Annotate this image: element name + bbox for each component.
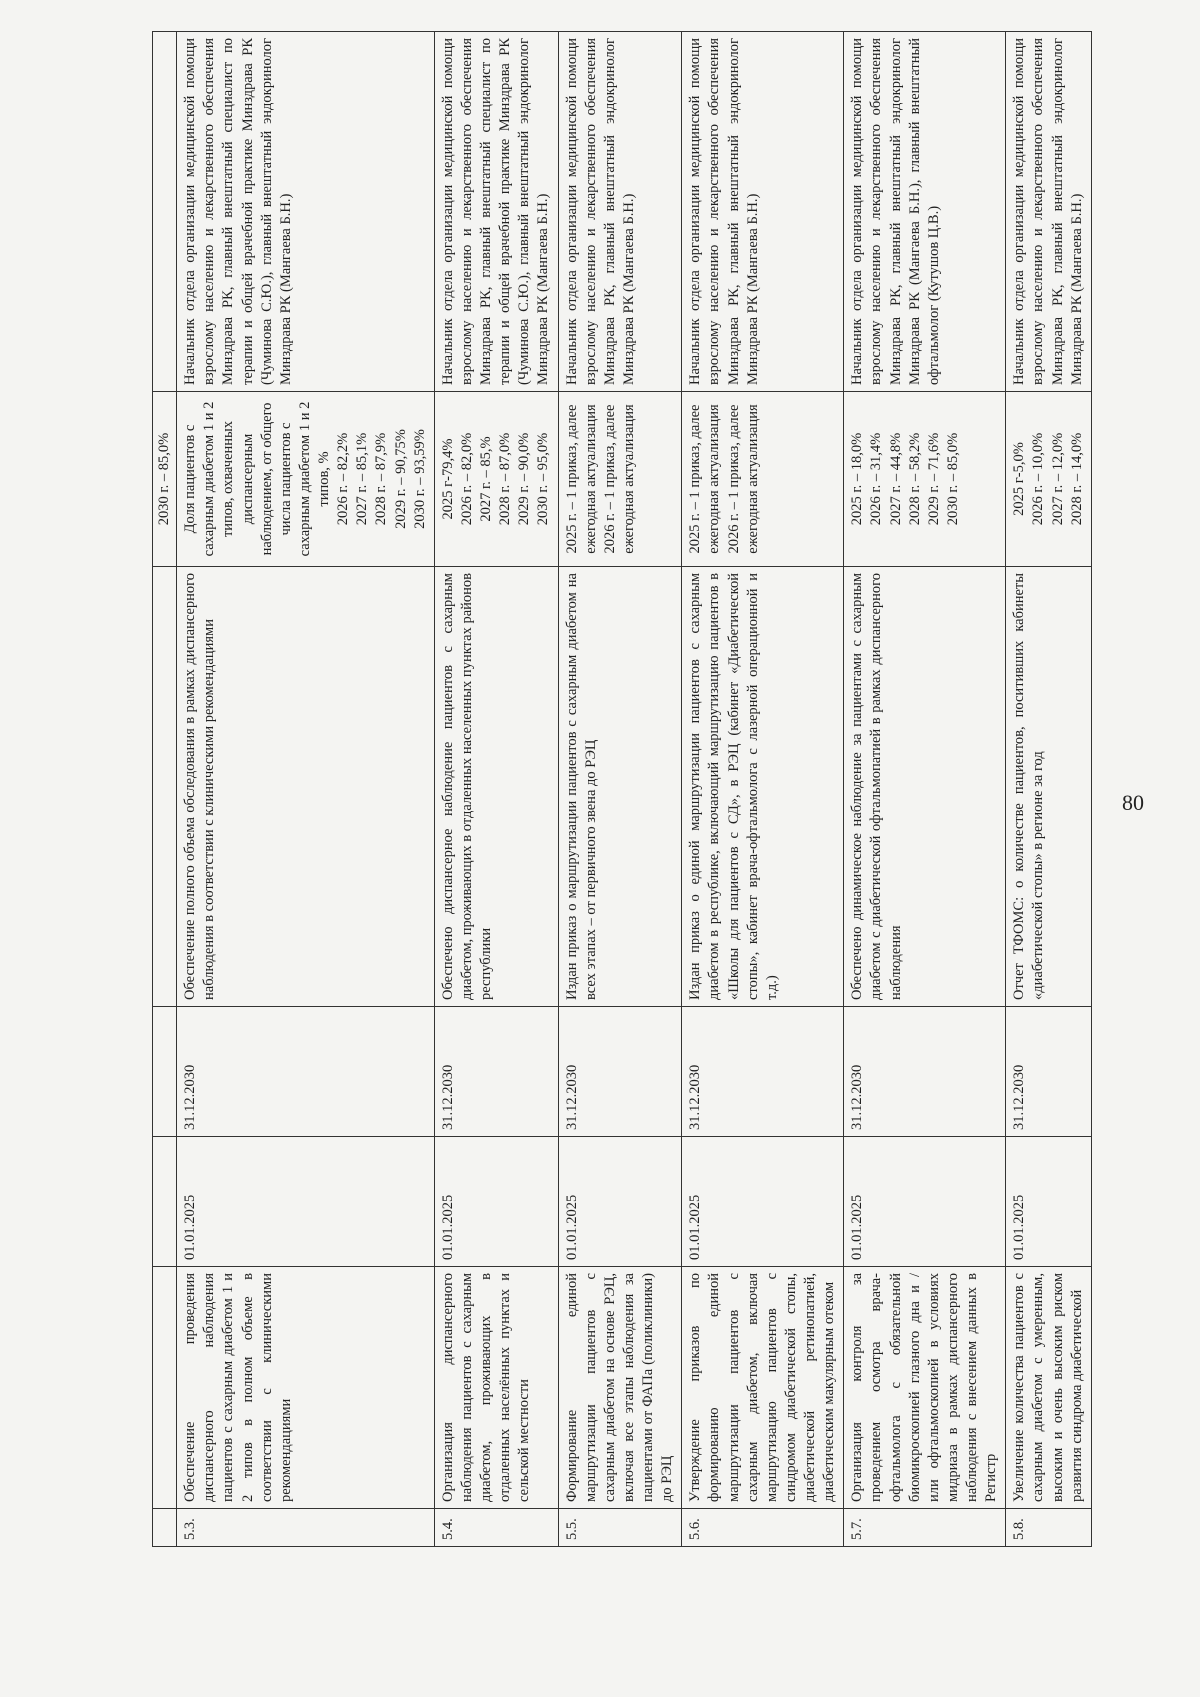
activity-cell: Организация контроля за проведением осмотра врача-офтальмолога с обязательной биомикроскопией глазного дна и /или офтальмоскопией в условиях мидриаза в рамках диспансерного наблюдения с внесением данных в Регистр: [844, 1267, 1006, 1509]
page-number: 80: [1122, 790, 1144, 815]
result-cell: Обеспечено диспансерное наблюдение пациентов с сахарным диабетом, проживающих в отдаленных населенных пунктах районов республики: [434, 567, 558, 1007]
table-row: [558, 32, 682, 1547]
row-number-cell: 5.5.: [558, 1509, 682, 1547]
result-cell: Обеспечение полного объема обследования в рамках диспансерного наблюдения в соответствии с клиническими рекомендациями: [177, 567, 435, 1007]
indicator-cell: 2025 г. – 1 приказ, далее ежегодная актуализация 2026 г. – 1 приказ, далее ежегодная актуализация: [558, 392, 682, 567]
indicator-cell: 2025 г-79,4% 2026 г. – 82,0% 2027 г. – 85,% 2028 г. – 87,0% 2029 г. – 90,0% 2030 г. – 95,0%: [434, 392, 558, 567]
start-date-cell: 01.01.2025: [1006, 1137, 1092, 1267]
responsible-cell: Начальник отдела организации медицинской помощи взрослому населению и лекарственного обеспечения Минздрава РК, главный внештатный эндокринолог Минздрава РК (Мангаева Б.Н.), главный внештатный офтальмолог (Кутушов Ц.В.): [844, 32, 1006, 392]
result-cell: Обеспечено динамическое наблюдение за пациентами с сахарным диабетом с диабетической офтальмопатией в рамках диспансерного наблюдения: [844, 567, 1006, 1007]
result-cell: Отчет ТФОМС: о количестве пациентов, поситивших кабинеты «диабетической стопы» в регионе за год: [1006, 567, 1092, 1007]
responsible-cell: Начальник отдела организации медицинской помощи взрослому населению и лекарственного обеспечения Минздрава РК, главный внештатный специалист по терапии и общей врачебной практике Минздрава РК (Чуминова С.Ю.), главный внештатный эндокринолог Минздрава РК (Мангаева Б.Н.): [177, 32, 435, 392]
activity-cell: Формирование единой маршрутизации пациентов с сахарным диабетом на основе РЭЦ, включая все этапы наблюдения за пациентами от ФАПа (поликлиники) до РЭЦ: [558, 1267, 682, 1509]
activity-cell: Обеспечение проведения диспансерного наблюдения пациентов с сахарным диабетом 1 и 2 типов в полном объеме в соответствии с клиническими рекомендациями: [177, 1267, 435, 1509]
start-date-cell: 01.01.2025: [682, 1137, 844, 1267]
row-number-cell: 5.8.: [1006, 1509, 1092, 1547]
responsible-cell: Начальник отдела организации медицинской помощи взрослому населению и лекарственного обеспечения Минздрава РК, главный внештатный специалист по терапии и общей врачебной практике Минздрава РК (Чуминова С.Ю.), главный внештатный эндокринолог Минздрава РК (Мангаева Б.Н.): [434, 32, 558, 392]
result-cell: Издан приказ о единой маршрутизации пациентов с сахарным диабетом в республике, включающий маршрутизацию пациентов в «Школы для пациентов с СД», в РЭЦ (кабинет «Диабетической стопы», кабинет врача-офтальмолога с лазерной операционной и т.д.): [682, 567, 844, 1007]
end-date-cell: 31.12.2030: [558, 1007, 682, 1137]
row-number-cell: 5.7.: [844, 1509, 1006, 1547]
responsible-cell: Начальник отдела организации медицинской помощи взрослому населению и лекарственного обеспечения Минздрава РК, главный внештатный эндокринолог Минздрава РК (Мангаева Б.Н.): [1006, 32, 1092, 392]
measures-table: [152, 31, 1092, 1547]
table-row: [434, 32, 558, 1547]
end-date-cell: 31.12.2030: [434, 1007, 558, 1137]
start-date-cell: 01.01.2025: [558, 1137, 682, 1267]
row-number-cell: 5.6.: [682, 1509, 844, 1547]
start-date-cell: 01.01.2025: [177, 1137, 435, 1267]
indicator-cell: 2025 г. – 1 приказ, далее ежегодная актуализация 2026 г. – 1 приказ, далее ежегодная актуализация: [682, 392, 844, 567]
indicator-cell: Доля пациентов с сахарным диабетом 1 и 2 типов, охваченных диспансерным наблюдением, от общего числа пациентов с сахарным диабетом 1 и 2 типов, % 2026 г. – 82,2% 2027 г. – 85,1% 2028 г. – 87,9% 2029 г. – 90,75% 2030 г. – 93,59%: [177, 392, 435, 567]
continuation-row: [153, 32, 177, 1547]
end-date-cell: 31.12.2030: [1006, 1007, 1092, 1137]
row-number-cell: 5.4.: [434, 1509, 558, 1547]
end-date-cell: 31.12.2030: [682, 1007, 844, 1137]
table-row: [682, 32, 844, 1547]
result-cell: Издан приказ о маршрутизации пациентов с сахарным диабетом на всех этапах – от первичного звена до РЭЦ: [558, 567, 682, 1007]
activity-cell: Увеличение количества пациентов с сахарным диабетом с умеренным, высоким и очень высоким риском развития синдрома диабетической: [1006, 1267, 1092, 1509]
end-date-cell: 31.12.2030: [177, 1007, 435, 1137]
table-row: [177, 32, 435, 1547]
activity-cell: Утверждение приказов по формированию единой маршрутизации пациентов с сахарным диабетом, включая маршрутизацию пациентов с синдромом диабетической стопы, диабетической ретинопатией, диабетическим макулярным отеком: [682, 1267, 844, 1509]
start-date-cell: 01.01.2025: [844, 1137, 1006, 1267]
continuation-indicator-cell: 2030 г. – 85,0%: [153, 392, 177, 567]
start-date-cell: 01.01.2025: [434, 1137, 558, 1267]
indicator-cell: 2025 г. – 18,0% 2026 г. – 31,4% 2027 г. – 44,8% 2028 г. – 58,2% 2029 г. – 71,6% 2030 г. – 85,0%: [844, 392, 1006, 567]
table-row: [1006, 32, 1092, 1547]
responsible-cell: Начальник отдела организации медицинской помощи взрослому населению и лекарственного обеспечения Минздрава РК, главный внештатный эндокринолог Минздрава РК (Мангаева Б.Н.): [558, 32, 682, 392]
row-number-cell: 5.3.: [177, 1509, 435, 1547]
responsible-cell: Начальник отдела организации медицинской помощи взрослому населению и лекарственного обеспечения Минздрава РК, главный внештатный эндокринолог Минздрава РК (Мангаева Б.Н.): [682, 32, 844, 392]
activity-cell: Организация диспансерного наблюдения пациентов с сахарным диабетом, проживающих в отдаленных населённых пунктах и сельской местности: [434, 1267, 558, 1509]
indicator-cell: 2025 г-5,0% 2026 г. – 10,0% 2027 г. – 12,0% 2028 г. – 14,0%: [1006, 392, 1092, 567]
end-date-cell: 31.12.2030: [844, 1007, 1006, 1137]
table-row: [844, 32, 1006, 1547]
